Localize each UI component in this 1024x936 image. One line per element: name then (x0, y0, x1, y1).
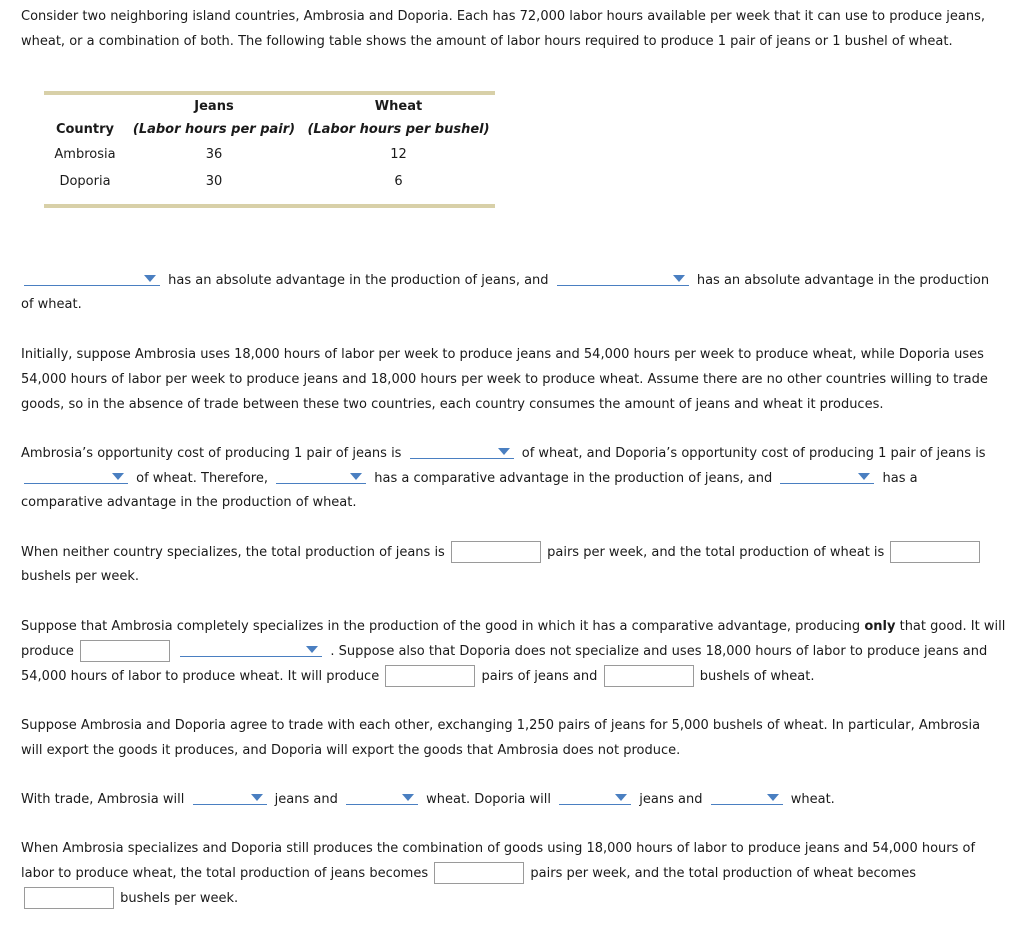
absolute-advantage-tail: of wheat. (21, 297, 82, 312)
specialization-line-1: Suppose that Ambrosia completely specializes in the production of the good in which it has a comparative advantage, producing only that good. It will (21, 619, 1006, 634)
table-row (44, 168, 495, 195)
ambrosia-opportunity-cost-dropdown[interactable] (410, 444, 514, 459)
doporia-wheat-input[interactable] (604, 665, 694, 687)
wheat-subheader: (Labor hours per bushel) (307, 122, 490, 137)
country-cell: Ambrosia (54, 147, 116, 162)
trade-paragraph: Suppose Ambrosia and Doporia agree to trade with each other, exchanging 1,250 pairs of jeans for 5,000 bushels of wheat. In particular, Ambrosia will export the goods it produces, and Doporia will export the goods that Ambrosia does not produce. (21, 718, 981, 758)
intro-paragraph: Consider two neighboring island countries, Ambrosia and Doporia. Each has 72,000 labor hours available per week that it can use to produce jeans, wheat, or a combination of both. The following table shows the amount of labor hours required to produce 1 pair of jeans or 1 bushel of wheat. (21, 9, 985, 49)
doporia-jeans-trade-dropdown[interactable] (559, 790, 631, 805)
ambrosia-jeans-trade-dropdown[interactable] (193, 790, 267, 805)
jeans-cell: 30 (205, 174, 223, 189)
comparative-wheat-dropdown[interactable] (780, 469, 874, 484)
initial-allocation-paragraph: Initially, suppose Ambrosia uses 18,000 hours of labor per week to produce jeans and 54,000 hours per week to produce wheat, while Doporia uses 54,000 hours of labor per week to produce jeans and 18,000 hours per week to produce wheat. Assume there are no other countries willing to trade goods, so in the absence of trade between these two countries, each country consumes the amount of jeans and wheat it produces. (21, 347, 988, 412)
specialization-line-2: produce . Suppose also that Doporia does not specialize and uses 18,000 hours of labor to produce jeans and (21, 639, 987, 664)
ambrosia-quantity-input[interactable] (80, 640, 170, 662)
absolute-advantage-line: has an absolute advantage in the production of jeans, and has an absolute advantage in the production (24, 268, 989, 293)
doporia-opportunity-cost-dropdown[interactable] (24, 469, 128, 484)
ambrosia-good-dropdown[interactable] (180, 642, 322, 657)
jeans-header: Jeans (194, 99, 234, 114)
ambrosia-wheat-trade-dropdown[interactable] (346, 790, 418, 805)
final-production-line-3: bushels per week. (24, 886, 238, 911)
comparative-jeans-dropdown[interactable] (276, 469, 366, 484)
doporia-jeans-input[interactable] (385, 665, 475, 687)
jeans-cell: 36 (205, 147, 223, 162)
final-production-line-1: When Ambrosia specializes and Doporia still produces the combination of goods using 18,000 hours of labor to produce jeans and 54,000 hours of (21, 841, 976, 856)
wheat-cell: 6 (394, 174, 403, 189)
comparative-advantage-tail: comparative advantage in the production of wheat. (21, 495, 357, 510)
total-wheat-input[interactable] (890, 541, 980, 563)
final-production-line-2: labor to produce wheat, the total production of jeans becomes pairs per week, and the total production of wheat becomes (21, 861, 916, 886)
opportunity-cost-line-1: Ambrosia’s opportunity cost of producing 1 pair of jeans is of wheat, and Doporia’s opportunity cost of producing 1 pair of jeans is (21, 446, 986, 461)
final-jeans-input[interactable] (434, 862, 524, 884)
absolute-jeans-dropdown[interactable] (24, 271, 160, 286)
table-row (44, 141, 495, 168)
wheat-cell: 12 (390, 147, 407, 162)
no-specialization-tail: bushels per week. (21, 569, 140, 584)
absolute-wheat-dropdown[interactable] (557, 271, 689, 286)
specialization-line-3: 54,000 hours of labor to produce wheat. It will produce pairs of jeans and bushels of wheat. (21, 664, 814, 689)
final-wheat-input[interactable] (24, 887, 114, 909)
wheat-header: Wheat (374, 99, 423, 114)
country-cell: Doporia (59, 174, 111, 189)
country-header: Country (55, 122, 115, 137)
total-jeans-input[interactable] (451, 541, 541, 563)
no-specialization-line: When neither country specializes, the total production of jeans is pairs per week, and the total production of wheat is (21, 540, 982, 565)
trade-line: With trade, Ambrosia will jeans and wheat. Doporia will jeans and wheat. (21, 792, 835, 807)
labor-hours-table (44, 91, 495, 208)
jeans-subheader: (Labor hours per pair) (132, 122, 296, 137)
doporia-wheat-trade-dropdown[interactable] (711, 790, 783, 805)
opportunity-cost-line-2: of wheat. Therefore, has a comparative advantage in the production of jeans, and has a (24, 466, 918, 491)
